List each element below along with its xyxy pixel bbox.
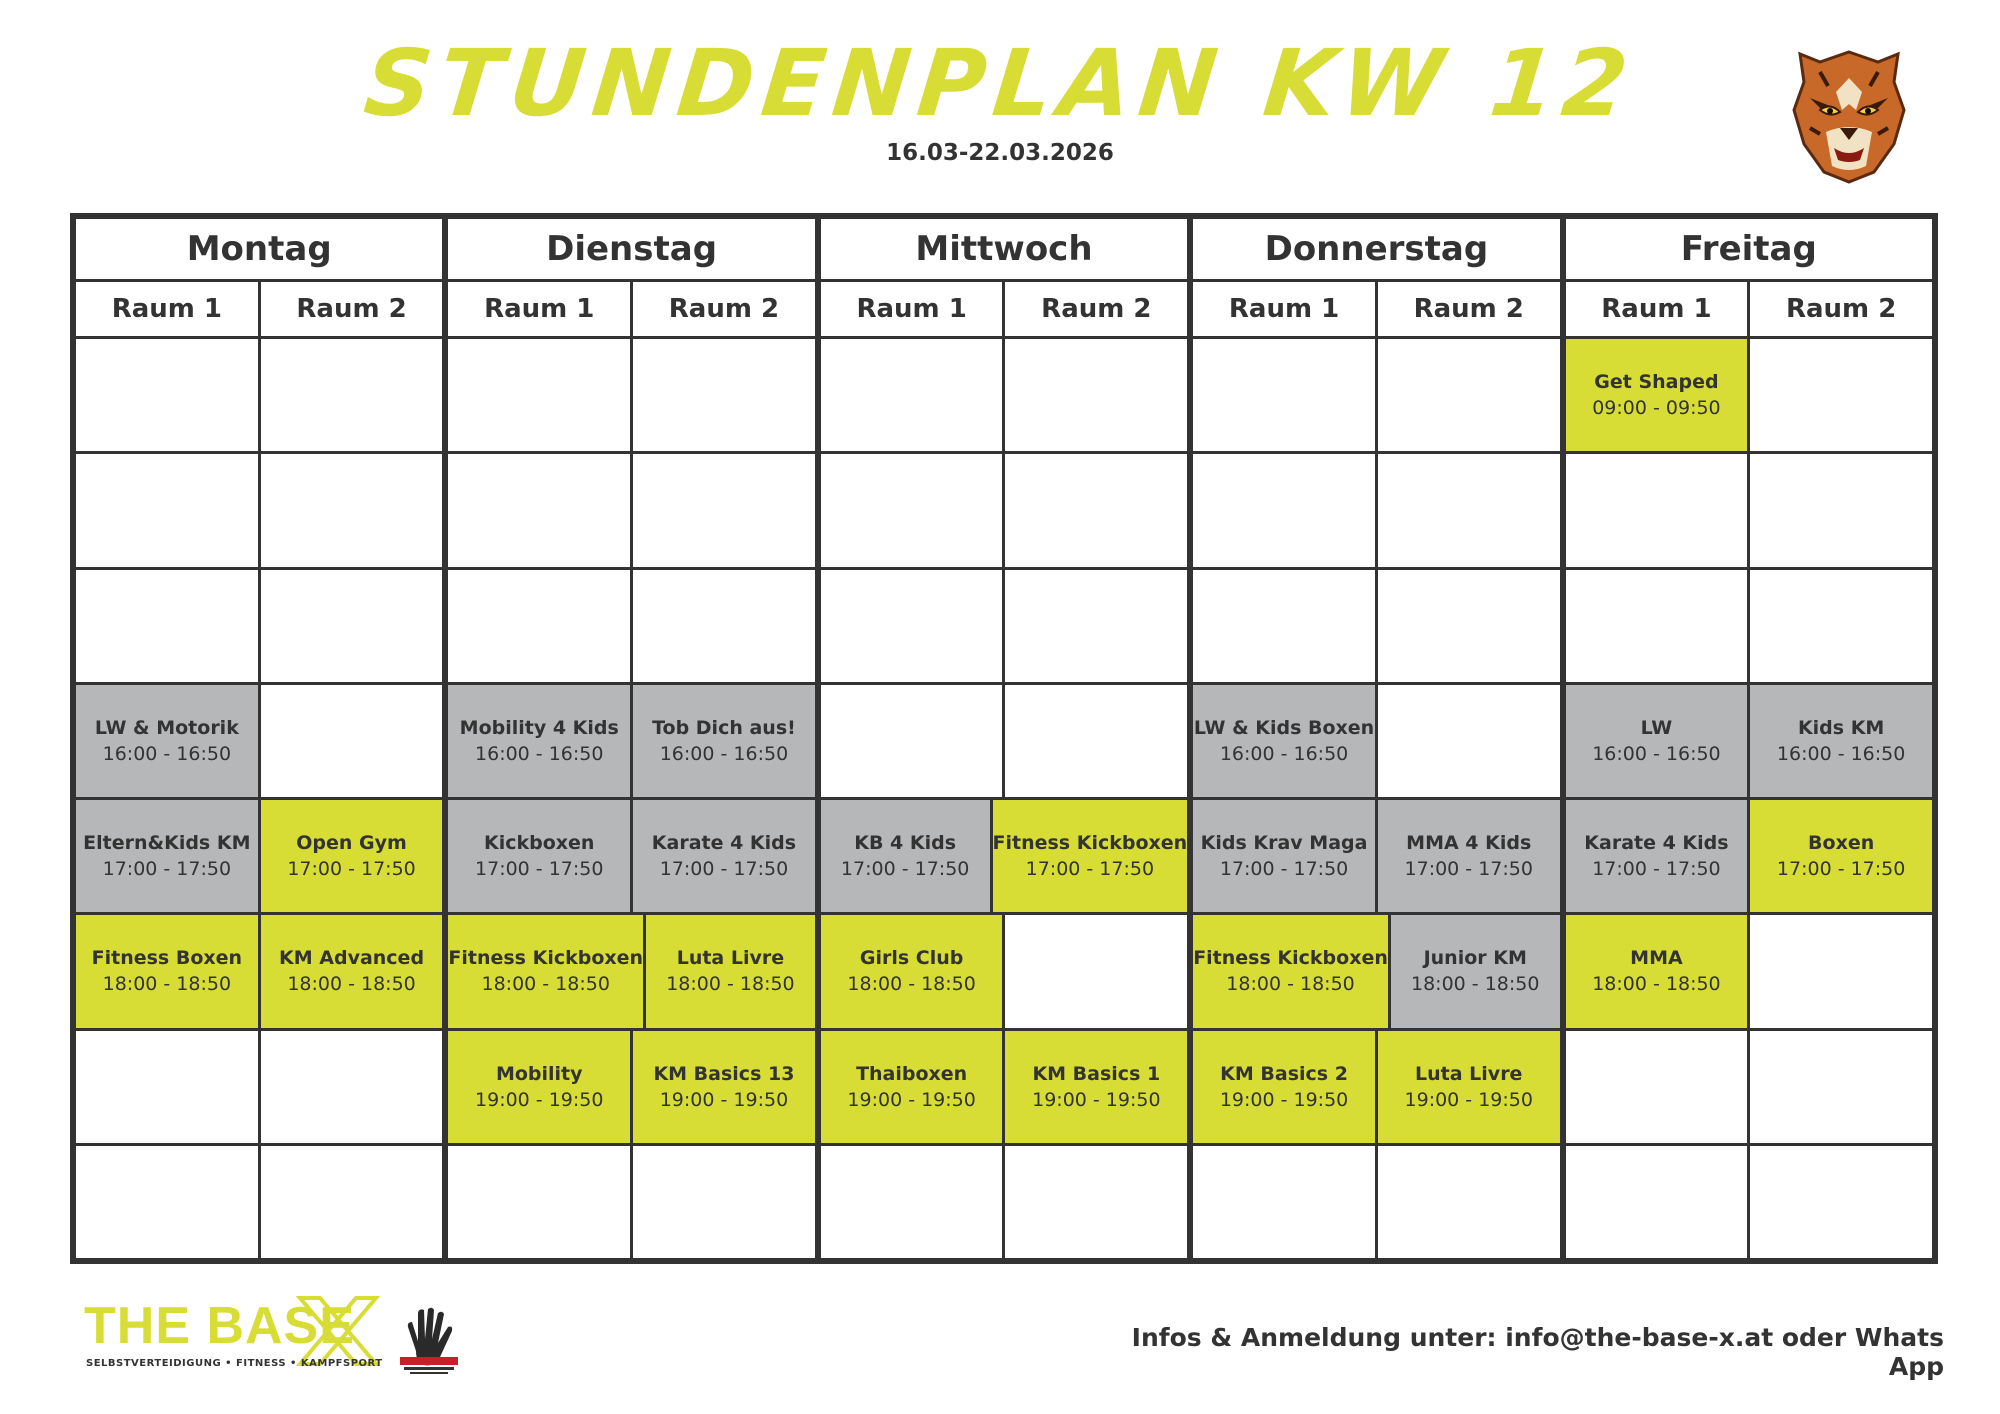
class-name: Get Shaped <box>1594 371 1719 394</box>
class-name: KM Basics 2 <box>1220 1062 1348 1085</box>
class-slot <box>1193 800 1375 912</box>
day-column <box>821 219 1187 1258</box>
class-name: KM Basics 13 <box>653 1062 795 1085</box>
class-name: Girls Club <box>859 947 964 970</box>
class-slot <box>1566 800 1748 912</box>
class-time: 18:00 - 18:50 <box>847 973 976 996</box>
empty-slot <box>1566 1031 1748 1143</box>
brand-tagline: SELBSTVERTEIDIGUNG • FITNESS • KAMPFSPORT <box>86 1358 383 1369</box>
room-header-row <box>821 282 1187 336</box>
empty-slot <box>633 570 815 682</box>
class-name: Open Gym <box>296 832 407 855</box>
room-header-row <box>1566 282 1932 336</box>
empty-slot <box>1378 1146 1560 1258</box>
day-column <box>1566 219 1932 1258</box>
class-time: 19:00 - 19:50 <box>475 1088 604 1111</box>
empty-slot <box>821 570 1003 682</box>
room-header: Raum 2 <box>633 282 815 336</box>
class-slot <box>261 800 443 912</box>
class-time: 18:00 - 18:50 <box>1411 973 1540 996</box>
empty-slot <box>633 454 815 566</box>
time-slot-row <box>1193 685 1559 797</box>
class-name: Karate 4 Kids <box>1584 832 1729 855</box>
brand-name: THE BASE <box>84 1297 355 1355</box>
krav-maga-hand-logo-icon <box>394 1305 464 1379</box>
empty-slot <box>821 685 1003 797</box>
empty-slot <box>76 339 258 451</box>
empty-slot <box>76 570 258 682</box>
class-name: KB 4 Kids <box>854 832 957 855</box>
class-slot <box>1750 685 1932 797</box>
time-slot-row <box>1193 454 1559 566</box>
empty-slot <box>1750 339 1932 451</box>
class-time: 17:00 - 17:50 <box>1592 858 1721 881</box>
empty-slot <box>1378 570 1560 682</box>
tiger-logo-icon <box>1790 48 1908 186</box>
time-slot-row <box>821 800 1187 912</box>
class-name: Kids KM <box>1797 716 1885 739</box>
class-time: 16:00 - 16:50 <box>1592 742 1721 765</box>
contact-info: Infos & Anmeldung unter: info@the-base-x.at oder Whats App <box>1131 1323 1944 1381</box>
empty-slot <box>261 454 443 566</box>
empty-slot <box>1750 1031 1932 1143</box>
room-header: Raum 1 <box>76 282 258 336</box>
class-slot <box>261 915 443 1027</box>
time-slot-row <box>448 570 814 682</box>
class-time: 18:00 - 18:50 <box>666 973 795 996</box>
day-column <box>448 219 814 1258</box>
schedule-table <box>70 213 1938 1264</box>
empty-slot <box>448 1146 630 1258</box>
class-time: 16:00 - 16:50 <box>1219 742 1349 765</box>
empty-slot <box>1005 915 1187 1027</box>
class-slot <box>1750 800 1932 912</box>
empty-slot <box>1005 1146 1187 1258</box>
time-slot-row <box>76 685 442 797</box>
class-slot <box>633 800 815 912</box>
empty-slot <box>76 454 258 566</box>
empty-slot <box>261 1146 443 1258</box>
class-slot <box>448 915 643 1027</box>
time-slot-row <box>821 339 1187 451</box>
class-time: 16:00 - 16:50 <box>475 742 604 765</box>
class-time: 19:00 - 19:50 <box>1032 1088 1161 1111</box>
room-header: Raum 1 <box>821 282 1003 336</box>
time-slot-row <box>448 800 814 912</box>
class-name: Fitness Kickboxen <box>1193 947 1388 970</box>
class-time: 16:00 - 16:50 <box>102 742 232 765</box>
day-header: Mittwoch <box>821 219 1187 279</box>
time-slot-row <box>821 685 1187 797</box>
class-slot <box>1193 1031 1375 1143</box>
class-time: 17:00 - 17:50 <box>1404 858 1533 881</box>
class-slot <box>1566 915 1748 1027</box>
class-slot <box>448 685 630 797</box>
class-name: Tob Dich aus! <box>652 716 796 739</box>
x-mark-icon <box>296 1296 380 1366</box>
time-slot-row <box>1566 1146 1932 1258</box>
room-header: Raum 2 <box>1750 282 1932 336</box>
class-slot <box>76 685 258 797</box>
page-title: STUNDENPLAN KW 12 <box>359 30 1641 137</box>
class-name: KM Advanced <box>279 947 425 970</box>
empty-slot <box>1378 454 1560 566</box>
empty-slot <box>1193 339 1375 451</box>
class-time: 17:00 - 17:50 <box>287 858 416 881</box>
room-header-row <box>76 282 442 336</box>
day-header: Montag <box>76 219 442 279</box>
time-slot-row <box>1193 800 1559 912</box>
empty-slot <box>1193 454 1375 566</box>
time-slot-row <box>448 1031 814 1143</box>
class-slot <box>993 800 1188 912</box>
day-header: Dienstag <box>448 219 814 279</box>
time-slot-row <box>76 1031 442 1143</box>
class-slot <box>76 915 258 1027</box>
day-column <box>76 219 442 1258</box>
class-slot <box>1378 1031 1560 1143</box>
class-slot <box>1193 915 1388 1027</box>
time-slot-row <box>1566 685 1932 797</box>
empty-slot <box>1193 570 1375 682</box>
time-slot-row <box>821 1031 1187 1143</box>
class-name: Luta Livre <box>676 947 785 970</box>
class-time: 19:00 - 19:50 <box>659 1088 789 1111</box>
time-slot-row <box>1566 1031 1932 1143</box>
empty-slot <box>261 685 443 797</box>
class-name: LW & Kids Boxen <box>1193 716 1375 739</box>
time-slot-row <box>76 339 442 451</box>
empty-slot <box>633 339 815 451</box>
empty-slot <box>261 570 443 682</box>
class-name: MMA <box>1630 947 1683 970</box>
empty-slot <box>1566 570 1748 682</box>
class-name: Kids Krav Maga <box>1200 832 1368 855</box>
class-time: 17:00 - 17:50 <box>840 858 970 881</box>
empty-slot <box>261 339 443 451</box>
class-name: LW & Motorik <box>94 716 239 739</box>
time-slot-row <box>821 915 1187 1027</box>
empty-slot <box>76 1146 258 1258</box>
class-time: 18:00 - 18:50 <box>102 973 232 996</box>
class-name: Mobility 4 Kids <box>459 716 619 739</box>
class-time: 18:00 - 18:50 <box>1592 973 1721 996</box>
time-slot-row <box>76 915 442 1027</box>
empty-slot <box>1566 1146 1748 1258</box>
class-name: Eltern&Kids KM <box>83 832 251 855</box>
time-slot-row <box>1566 454 1932 566</box>
time-slot-row <box>1566 800 1932 912</box>
class-name: Thaiboxen <box>856 1062 968 1085</box>
class-time: 17:00 - 17:50 <box>1025 858 1155 881</box>
class-slot <box>633 685 815 797</box>
time-slot-row <box>448 339 814 451</box>
day-header: Freitag <box>1566 219 1932 279</box>
empty-slot <box>1378 339 1560 451</box>
empty-slot <box>1005 685 1187 797</box>
empty-slot <box>1005 454 1187 566</box>
time-slot-row <box>76 570 442 682</box>
time-slot-row <box>1566 339 1932 451</box>
empty-slot <box>261 1031 443 1143</box>
time-slot-row <box>448 454 814 566</box>
time-slot-row <box>821 1146 1187 1258</box>
class-time: 18:00 - 18:50 <box>1226 973 1355 996</box>
empty-slot <box>821 1146 1003 1258</box>
class-slot <box>1566 339 1748 451</box>
room-header: Raum 2 <box>1005 282 1187 336</box>
room-header: Raum 2 <box>1378 282 1560 336</box>
time-slot-row <box>76 1146 442 1258</box>
class-name: Fitness Boxen <box>91 947 243 970</box>
class-slot <box>448 1031 630 1143</box>
class-slot <box>448 800 630 912</box>
class-time: 19:00 - 19:50 <box>1404 1088 1533 1111</box>
class-slot <box>1193 685 1375 797</box>
time-slot-row <box>1193 339 1559 451</box>
class-name: Fitness Kickboxen <box>448 947 644 970</box>
class-time: 17:00 - 17:50 <box>102 858 232 881</box>
empty-slot <box>1750 570 1932 682</box>
empty-slot <box>76 1031 258 1143</box>
class-slot <box>633 1031 815 1143</box>
class-name: KM Basics 1 <box>1032 1062 1161 1085</box>
time-slot-row <box>448 685 814 797</box>
class-name: Kickboxen <box>484 832 595 855</box>
room-header: Raum 2 <box>261 282 443 336</box>
time-slot-row <box>821 570 1187 682</box>
date-range: 16.03-22.03.2026 <box>886 140 1114 166</box>
class-time: 17:00 - 17:50 <box>659 858 789 881</box>
time-slot-row <box>448 915 814 1027</box>
room-header-row <box>1193 282 1559 336</box>
class-slot <box>1005 1031 1187 1143</box>
time-slot-row <box>821 454 1187 566</box>
class-name: Mobility <box>495 1062 583 1085</box>
the-base-x-logo <box>84 1296 404 1376</box>
class-name: LW <box>1640 716 1673 739</box>
empty-slot <box>448 454 630 566</box>
empty-slot <box>1005 339 1187 451</box>
time-slot-row <box>448 1146 814 1258</box>
time-slot-row <box>1193 1146 1559 1258</box>
class-name: Boxen <box>1808 832 1875 855</box>
empty-slot <box>1005 570 1187 682</box>
empty-slot <box>448 570 630 682</box>
time-slot-row <box>1193 1031 1559 1143</box>
empty-slot <box>1566 454 1748 566</box>
class-slot <box>821 915 1003 1027</box>
empty-slot <box>1750 454 1932 566</box>
time-slot-row <box>1193 570 1559 682</box>
class-slot <box>821 1031 1003 1143</box>
empty-slot <box>633 1146 815 1258</box>
empty-slot <box>1193 1146 1375 1258</box>
class-slot <box>76 800 258 912</box>
class-time: 18:00 - 18:50 <box>287 973 416 996</box>
class-slot <box>821 800 990 912</box>
class-time: 17:00 - 17:50 <box>475 858 604 881</box>
class-name: Fitness Kickboxen <box>992 832 1188 855</box>
day-column <box>1193 219 1559 1258</box>
empty-slot <box>1378 685 1560 797</box>
class-slot <box>1391 915 1560 1027</box>
class-time: 16:00 - 16:50 <box>1776 742 1906 765</box>
class-time: 19:00 - 19:50 <box>1219 1088 1349 1111</box>
class-name: Karate 4 Kids <box>651 832 797 855</box>
room-header-row <box>448 282 814 336</box>
time-slot-row <box>1566 915 1932 1027</box>
class-time: 16:00 - 16:50 <box>659 742 789 765</box>
time-slot-row <box>1193 915 1559 1027</box>
class-slot <box>646 915 815 1027</box>
class-time: 19:00 - 19:50 <box>847 1088 976 1111</box>
empty-slot <box>821 454 1003 566</box>
time-slot-row <box>76 800 442 912</box>
class-time: 09:00 - 09:50 <box>1592 397 1721 420</box>
room-header: Raum 1 <box>1193 282 1375 336</box>
class-time: 17:00 - 17:50 <box>1219 858 1349 881</box>
class-name: MMA 4 Kids <box>1406 832 1532 855</box>
class-slot <box>1566 685 1748 797</box>
empty-slot <box>821 339 1003 451</box>
day-header: Donnerstag <box>1193 219 1559 279</box>
empty-slot <box>448 339 630 451</box>
class-name: Junior KM <box>1423 947 1527 970</box>
class-time: 17:00 - 17:50 <box>1776 858 1906 881</box>
time-slot-row <box>76 454 442 566</box>
room-header: Raum 1 <box>1566 282 1748 336</box>
class-name: Luta Livre <box>1415 1062 1523 1085</box>
class-slot <box>1378 800 1560 912</box>
class-time: 18:00 - 18:50 <box>481 973 610 996</box>
empty-slot <box>1750 1146 1932 1258</box>
room-header: Raum 1 <box>448 282 630 336</box>
empty-slot <box>1750 915 1932 1027</box>
time-slot-row <box>1566 570 1932 682</box>
